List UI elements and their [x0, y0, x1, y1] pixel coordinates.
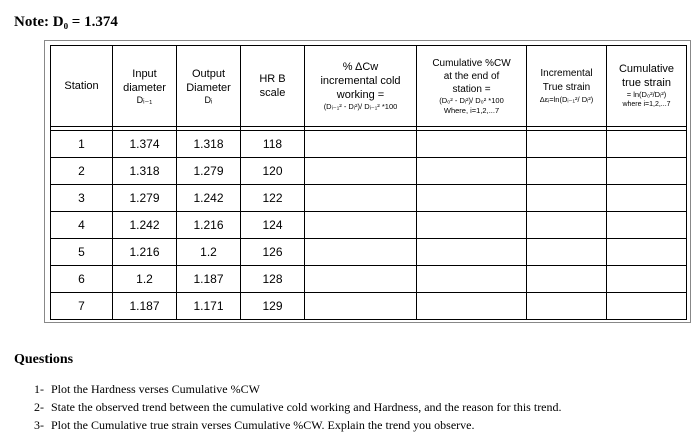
cell-station: 3	[51, 185, 113, 212]
cell-empty	[417, 158, 527, 185]
cell-input: 1.216	[113, 239, 177, 266]
cell-hrb: 120	[241, 158, 305, 185]
cell-empty	[607, 266, 687, 293]
cell-station: 6	[51, 266, 113, 293]
cell-empty	[417, 266, 527, 293]
table-row	[51, 131, 687, 158]
cell-empty	[417, 185, 527, 212]
cell-output: 1.242	[177, 185, 241, 212]
cell-empty	[305, 158, 417, 185]
cell-station: 4	[51, 212, 113, 239]
cell-empty	[607, 293, 687, 320]
header-incremental-true-strain: Incremental True strain Δεᵢ=ln(Dᵢ₋₁²/ Dᵢ²)	[527, 46, 607, 127]
cell-input: 1.279	[113, 185, 177, 212]
cell-empty	[527, 158, 607, 185]
cell-empty	[417, 131, 527, 158]
header-incremental-cold-working: % ΔCw incremental cold working = (Dᵢ₋₁² - Dᵢ²)/ Dᵢ₋₁² *100	[305, 46, 417, 127]
cell-empty	[527, 131, 607, 158]
question-text: Plot the Cumulative true strain verses Cumulative %CW. Explain the trend you observe.	[51, 418, 475, 432]
header-row	[51, 46, 687, 127]
list-item	[34, 380, 562, 398]
cell-station: 5	[51, 239, 113, 266]
cell-station: 7	[51, 293, 113, 320]
table-row	[51, 158, 687, 185]
cell-empty	[417, 239, 527, 266]
table-row	[51, 266, 687, 293]
cell-station: 2	[51, 158, 113, 185]
cell-input: 1.242	[113, 212, 177, 239]
header-hrb-scale: HR B scale	[241, 46, 305, 127]
questions-heading: Questions	[14, 352, 74, 367]
cell-output: 1.2	[177, 239, 241, 266]
cell-empty	[607, 131, 687, 158]
header-cumulative-cw: Cumulative %CW at the end of station = (D₀² - Dᵢ²)/ D₀² *100 Where, i=1,2,...7	[417, 46, 527, 127]
cell-empty	[305, 239, 417, 266]
table-row	[51, 212, 687, 239]
cell-hrb: 124	[241, 212, 305, 239]
data-table	[50, 45, 687, 320]
question-text: State the observed trend between the cumulative cold working and Hardness, and the reason for this trend.	[51, 400, 562, 414]
table-row	[51, 239, 687, 266]
question-text: Plot the Hardness verses Cumulative %CW	[51, 382, 260, 396]
cell-output: 1.171	[177, 293, 241, 320]
question-number: 1-	[34, 382, 44, 396]
list-item	[34, 416, 562, 434]
question-number: 2-	[34, 400, 44, 414]
cell-input: 1.318	[113, 158, 177, 185]
cell-empty	[527, 293, 607, 320]
cell-empty	[417, 212, 527, 239]
cell-empty	[305, 185, 417, 212]
header-output-diameter: Output Diameter Dᵢ	[177, 46, 241, 127]
table-row	[51, 293, 687, 320]
cell-empty	[527, 212, 607, 239]
cell-empty	[607, 212, 687, 239]
list-item	[34, 398, 562, 416]
cell-empty	[607, 185, 687, 212]
header-station: Station	[51, 46, 113, 127]
questions-list	[34, 380, 562, 434]
cell-empty	[527, 266, 607, 293]
cell-hrb: 129	[241, 293, 305, 320]
cell-empty	[305, 293, 417, 320]
cell-hrb: 126	[241, 239, 305, 266]
header-cumulative-true-strain: Cumulative true strain = ln(D₀²/Dᵢ²) where i=1,2,...7	[607, 46, 687, 127]
cell-input: 1.187	[113, 293, 177, 320]
note-heading: Note: D₀ = 1.374	[14, 14, 118, 30]
cell-hrb: 128	[241, 266, 305, 293]
cell-hrb: 122	[241, 185, 305, 212]
cell-hrb: 118	[241, 131, 305, 158]
table-row	[51, 185, 687, 212]
cell-empty	[607, 239, 687, 266]
cell-output: 1.216	[177, 212, 241, 239]
cell-output: 1.318	[177, 131, 241, 158]
cell-empty	[527, 185, 607, 212]
cell-output: 1.187	[177, 266, 241, 293]
cell-input: 1.2	[113, 266, 177, 293]
cell-empty	[607, 158, 687, 185]
cell-empty	[305, 266, 417, 293]
cell-empty	[417, 293, 527, 320]
cell-empty	[305, 212, 417, 239]
cell-input: 1.374	[113, 131, 177, 158]
cell-station: 1	[51, 131, 113, 158]
question-number: 3-	[34, 418, 44, 432]
header-input-diameter: Input diameter Dᵢ₋₁	[113, 46, 177, 127]
cell-empty	[305, 131, 417, 158]
cell-output: 1.279	[177, 158, 241, 185]
cell-empty	[527, 239, 607, 266]
